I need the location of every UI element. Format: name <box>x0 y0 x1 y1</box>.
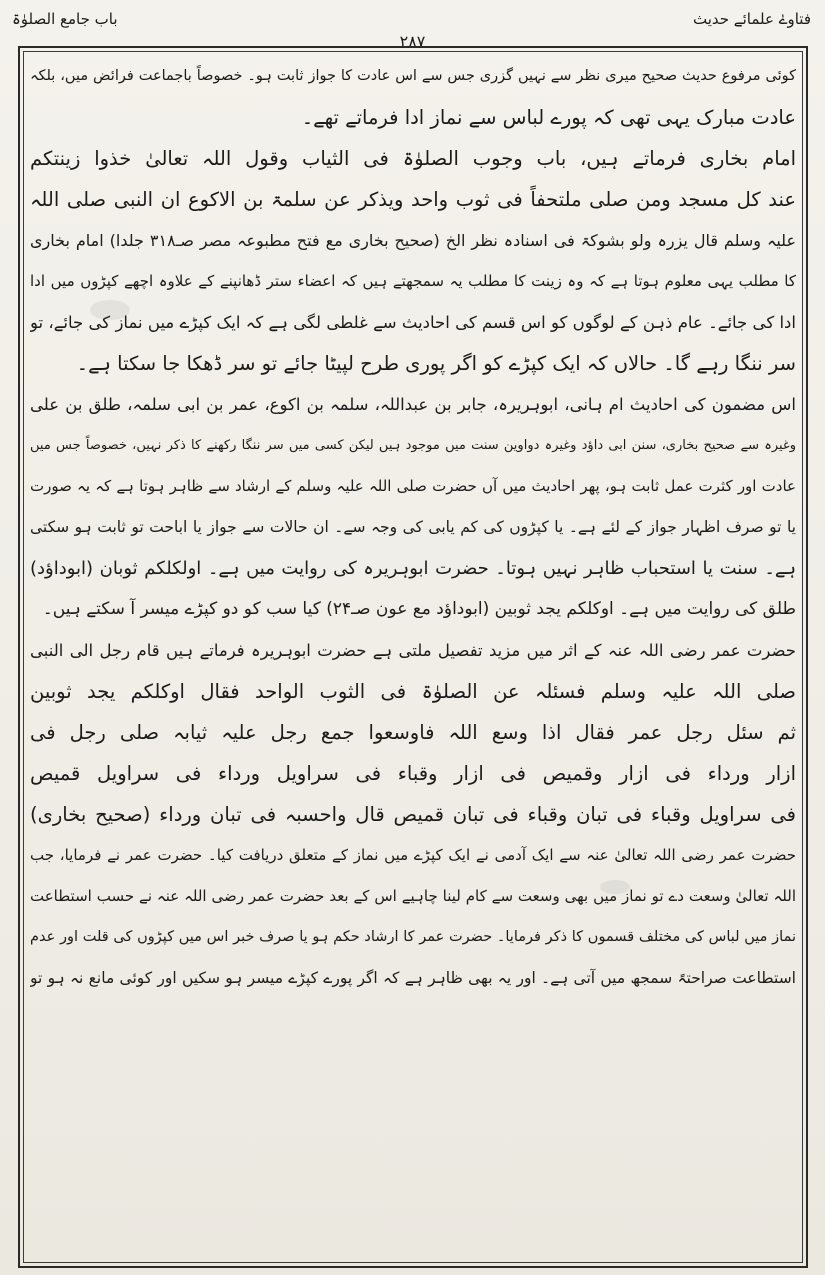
text-line: فی سراویل وقباء فی تبان وقباء فی تبان قمیص قال واحسبہ فی تبان ورداء (صحیح بخاری) <box>30 803 796 826</box>
text-line: استطاعت صراحتہً سمجھ میں آتی ہے۔ اور یہ بھی ظاہر ہے کہ اگر پورے کپڑے میسر ہو سکیں اور کوئی مانع نہ ہو تو <box>30 969 796 987</box>
text-line: حضرت عمر رضی اللہ تعالیٰ عنہ سے ایک آدمی نے ایک کپڑے میں نماز کے متعلق دریافت کیا۔ حضرت عمر نے فرمایا، جب <box>30 846 796 864</box>
text-line: امام بخاری فرماتے ہیں، باب وجوب الصلوٰۃ فی الثیاب وقول اللہ تعالیٰ خذوا زینتکم <box>30 147 796 170</box>
paper-stain <box>600 880 630 894</box>
text-line: صلی اللہ علیہ وسلم فسئلہ عن الصلوٰۃ فی الثوب الواحد فقال اوکلکم یجد ثوبین <box>30 680 796 703</box>
text-line: ثم سئل رجل عمر فقال اذا وسع اللہ فاوسعوا جمع رجل علیہ ثیابہ صلی رجل فی <box>30 721 796 744</box>
text-line: سر ننگا رہے گا۔ حالاں کہ ایک کپڑے کو اگر پوری طرح لپیٹا جائے تو سر ڈھکا جا سکتا ہے۔ <box>76 352 796 375</box>
text-line: اللہ تعالیٰ وسعت دے تو نماز میں بھی وسعت سے کام لینا چاہیے اس کے بعد حضرت عمر رضی اللہ عنہ نے حسب استطاعت <box>30 887 796 905</box>
text-line: طلق کی روایت میں ہے۔ اوکلکم یجد ثوبین (ابوداؤد مع عون صـ۲۴) کیا سب کو دو کپڑے میسر آ سکتے ہیں۔ <box>42 599 796 619</box>
text-line: نماز میں لباس کی مختلف قسموں کا ذکر فرمایا۔ حضرت عمر کا ارشاد حکم ہو یا صرف خبر اس میں کپڑوں کی قلت اور عدم <box>30 929 796 945</box>
text-line: وغیرہ سے صحیح بخاری، سنن ابی داؤد وغیرہ دواوین سنت میں موجود ہیں لیکن کسی میں سر ننگا رکھنے کا ذکر نہیں، خصوصاً جس میں <box>30 438 796 453</box>
text-line: عند کل مسجد ومن صلی ملتحفاً فی ثوب واحد ویذکر عن سلمۃ بن الاکوع ان النبی صلی اللہ <box>30 188 796 211</box>
book-title: فتاوےٰ علمائے حدیث <box>692 10 811 28</box>
paper-stain <box>90 300 130 320</box>
chapter-title: باب جامع الصلوٰۃ <box>12 10 118 28</box>
page-number: ۲۸۷ <box>399 32 426 51</box>
body-text <box>30 56 796 999</box>
text-line: ہے۔ سنت یا استحباب ظاہر نہیں ہوتا۔ حضرت ابوہریرہ کی روایت میں ہے۔ اولکلکم ثوبان (ابوداؤد) <box>30 558 796 579</box>
text-line: علیہ وسلم قال یزرہ ولو بشوکۃ فی اسنادہ نظر الخ (صحیح بخاری مع فتح مطبوعہ مصر صـ۳۱۸ جلدا) امام بخاری <box>30 231 796 250</box>
text-line: یا تو صرف اظہار جواز کے لئے ہے۔ یا کپڑوں کی کم یابی کی وجہ سے۔ ان حالات سے جواز یا اباحت تو ثابت ہو سکتی <box>30 518 796 536</box>
text-line: کوئی مرفوع حدیث صحیح میری نظر سے نہیں گزری جس سے اس عادت کا جواز ثابت ہو۔ خصوصاً باجماعت فرائض میں، بلکہ <box>30 68 796 84</box>
text-line: عادت مبارک یہی تھی کہ پورے لباس سے نماز ادا فرماتے تھے۔ <box>301 106 796 129</box>
text-line: ازار ورداء فی ازار وقمیص فی ازار وقباء فی سراویل ورداء فی سراویل قمیص <box>30 762 796 785</box>
text-line: ادا کی جائے۔ عام ذہن کے لوگوں کو اس قسم کی احادیث سے غلطی لگی ہے کہ ایک کپڑے میں نماز کی جائے، تو <box>30 313 796 332</box>
text-line: عادت اور کثرت عمل ثابت ہو، پھر احادیث میں آں حضرت صلی اللہ علیہ وسلم کے ارشاد سے ظاہر ہوتا ہے کہ یہ صورت <box>30 477 796 495</box>
text-line: حضرت عمر رضی اللہ عنہ کے اثر میں مزید تفصیل ملتی ہے حضرت ابوہریرہ فرماتے ہیں قام رجل الی النبی <box>30 641 796 660</box>
text-line: اس مضمون کی احادیث ام ہانی، ابوہریرہ، جابر بن عبداللہ، سلمہ بن اکوع، عمر بن ابی سلمہ، طلق بن علی <box>30 395 796 414</box>
text-line: کا مطلب یہی معلوم ہوتا ہے کہ وہ زینت کا مطلب یہ سمجھتے ہیں کہ اعضاء ستر ڈھانپنے کے علاوہ اچھے کپڑوں میں ادا <box>30 272 796 290</box>
